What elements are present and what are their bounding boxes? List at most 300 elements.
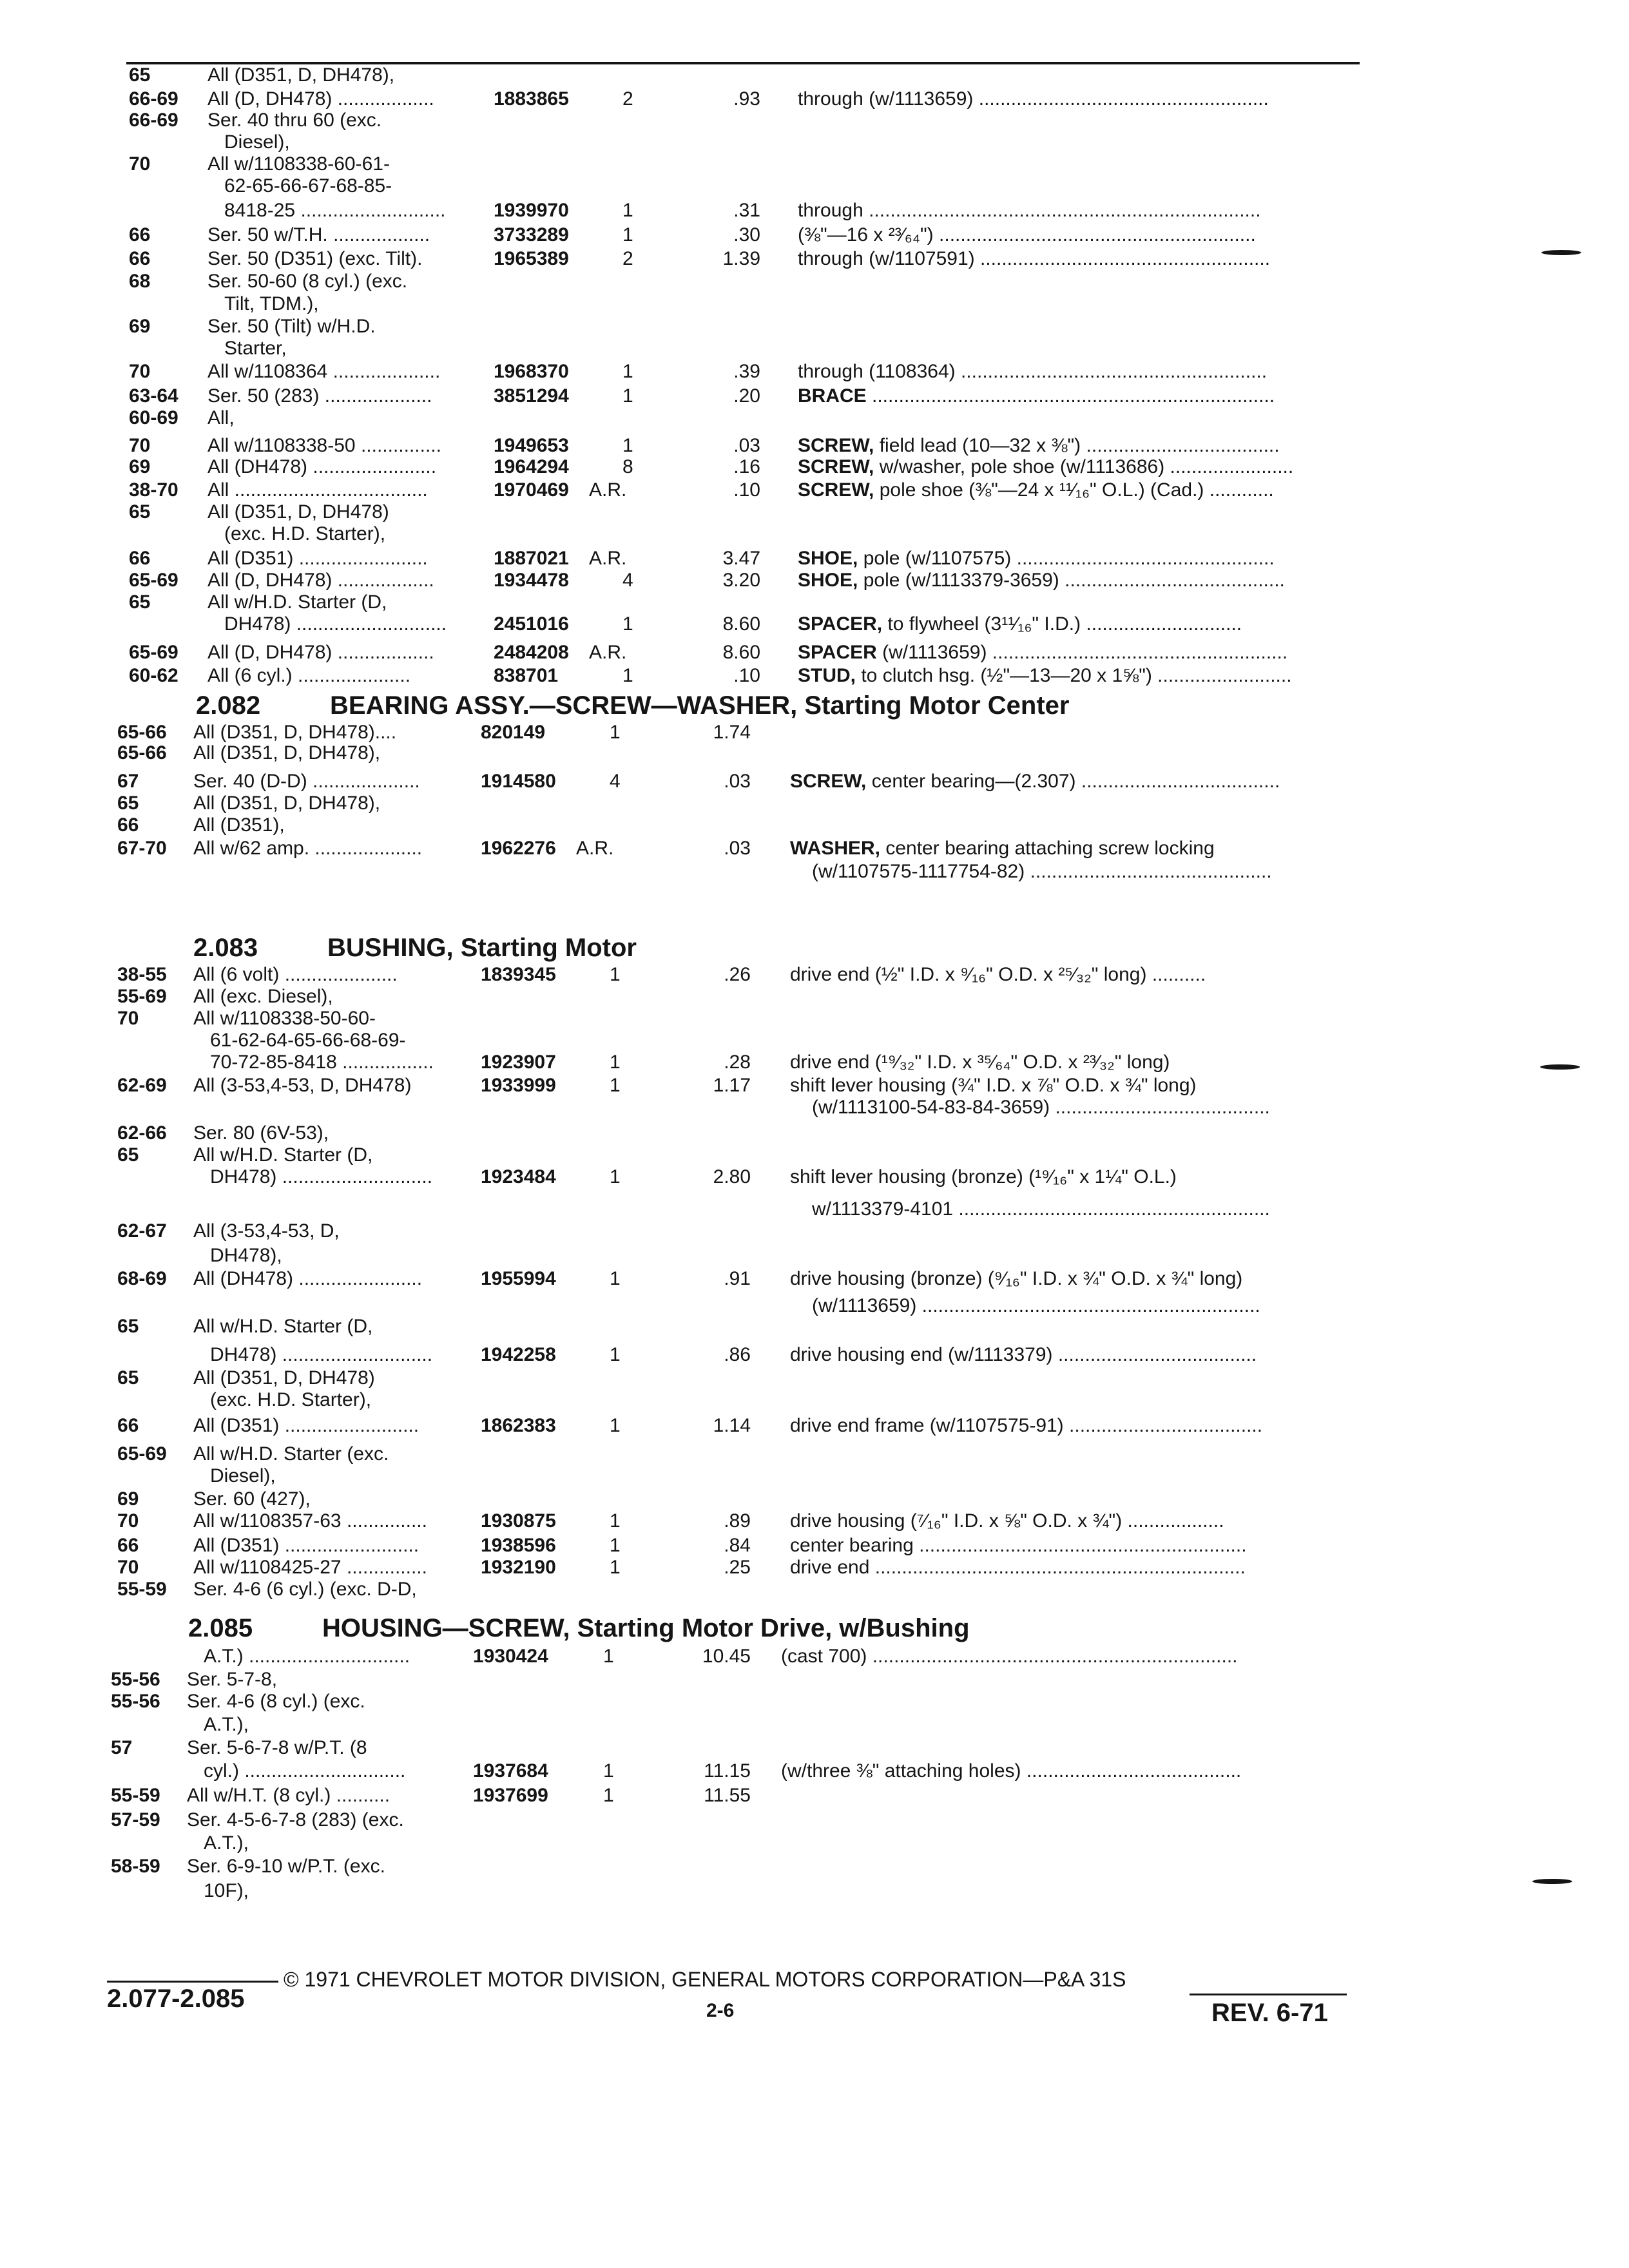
application-description: All (DH478) .......................	[193, 1268, 423, 1289]
margin-mark	[1541, 250, 1581, 255]
model-years: 55-56	[111, 1691, 160, 1712]
model-years: 65	[117, 1316, 139, 1337]
quantity: 2	[622, 88, 633, 110]
part-description: STUD, to clutch hsg. (½"—13—20 x 1⅝") .........................	[798, 665, 1292, 686]
quantity: A.R.	[589, 548, 627, 569]
leader-dots: ....................................................................	[867, 1646, 1238, 1667]
leader-dots: ..............................	[243, 1646, 410, 1667]
application-description: All w/1108338-50-60-	[193, 1008, 376, 1029]
quantity: 1	[610, 1557, 621, 1578]
leader-dots: ...........................	[295, 200, 446, 221]
part-description	[798, 385, 1275, 407]
part-description: drive housing end (w/1113379) .....................................	[790, 1344, 1257, 1365]
list-price: 1.14	[713, 1415, 751, 1436]
quantity: 1	[622, 613, 633, 635]
leader-dots: .........................................................................	[863, 200, 1261, 221]
list-price: 3.47	[722, 548, 760, 569]
part-name: WASHER,	[790, 838, 881, 859]
model-years: 38-55	[117, 964, 167, 985]
part-number: 1939970	[494, 200, 569, 221]
application-description: DH478) ............................	[210, 1344, 433, 1365]
application-description: All ....................................	[207, 479, 428, 501]
part-description: drive housing (⁷⁄₁₆" I.D. x ⅝" O.D. x ¾") ..................	[790, 1510, 1224, 1532]
application-description: Ser. 60 (427),	[193, 1488, 311, 1510]
list-price: .89	[724, 1510, 751, 1532]
part-description: drive end (¹⁹⁄₃₂" I.D. x ³⁵⁄₆₄" O.D. x ²³⁄₃₂" long)	[790, 1052, 1170, 1073]
application-description: Starter,	[224, 338, 287, 359]
model-years: 70	[117, 1510, 139, 1532]
model-years: 57	[111, 1737, 133, 1758]
part-number: 1923484	[481, 1166, 556, 1187]
application-description: All (exc. Diesel),	[193, 986, 333, 1007]
model-years: 66	[117, 1535, 139, 1556]
part-number: 1968370	[494, 361, 569, 382]
list-price: .84	[724, 1535, 751, 1556]
part-name: SCREW,	[798, 435, 874, 456]
list-price: .03	[724, 838, 751, 859]
part-description: through .........................................................................	[798, 200, 1261, 221]
leader-dots: ..................	[332, 88, 434, 110]
model-years: 55-59	[111, 1785, 160, 1806]
model-years: 65	[117, 1367, 139, 1389]
application-description: Ser. 40 (D-D) ....................	[193, 771, 420, 792]
model-years: 55-56	[111, 1669, 160, 1690]
leader-dots: ..........	[331, 1785, 390, 1806]
application-description: Ser. 50 w/T.H. ..................	[207, 224, 430, 245]
part-description: SCREW, field lead (10—32 x ⅜") ....................................	[798, 435, 1280, 456]
part-name: SCREW,	[790, 771, 867, 792]
part-number: 1938596	[481, 1535, 556, 1556]
part-name: SPACER	[798, 642, 877, 663]
quantity: A.R.	[589, 642, 627, 663]
model-years: 55-69	[117, 986, 167, 1007]
part-number: 1932190	[481, 1557, 556, 1578]
leader-dots: ......................................................	[973, 88, 1269, 110]
model-years: 67	[117, 771, 139, 792]
footer-copyright: © 1971 CHEVROLET MOTOR DIVISION, GENERAL MOTORS CORPORATION—P&A 31S	[284, 1968, 1126, 1991]
application-description: All w/1108338-60-61-	[207, 153, 390, 175]
application-description: All w/1108357-63 ...............	[193, 1510, 427, 1532]
model-years: 65-69	[117, 1443, 167, 1465]
leader-dots: .........................................................	[955, 361, 1268, 382]
list-price: 3.20	[722, 570, 760, 591]
model-years: 66-69	[129, 110, 178, 131]
quantity: 1	[610, 964, 621, 985]
list-price: .20	[733, 385, 760, 407]
part-description: drive end .....................................................................	[790, 1557, 1246, 1578]
part-description: SHOE, pole (w/1113379-3659) .........................................	[798, 570, 1285, 591]
model-years: 69	[117, 1488, 139, 1510]
application-description: 61-62-64-65-66-68-69-	[210, 1030, 406, 1051]
application-description: Ser. 40 thru 60 (exc.	[207, 110, 382, 131]
quantity: 4	[610, 771, 621, 792]
application-description: All (D351, D, DH478)	[193, 1367, 375, 1389]
part-number: 1914580	[481, 771, 556, 792]
leader-dots: .......................	[293, 1268, 423, 1289]
part-number: 1955994	[481, 1268, 556, 1289]
application-description: Ser. 50 (Tilt) w/H.D.	[207, 316, 376, 337]
quantity: 1	[610, 1510, 621, 1532]
model-years: 60-62	[129, 665, 178, 686]
leader-dots: ....................	[307, 771, 420, 792]
model-years: 66	[129, 548, 151, 569]
part-number: 1970469	[494, 479, 569, 501]
part-number: 1923907	[481, 1052, 556, 1073]
application-description: A.T.),	[204, 1714, 249, 1735]
list-price: 1.74	[713, 722, 751, 743]
model-years: 65	[129, 591, 151, 613]
model-years: 69	[129, 456, 151, 477]
list-price: .31	[733, 200, 760, 221]
list-price: 10.45	[702, 1646, 751, 1667]
model-years: 70	[129, 435, 151, 456]
list-price: .39	[733, 361, 760, 382]
quantity: 1	[603, 1646, 614, 1667]
model-years: 58-59	[111, 1856, 160, 1877]
part-description: (w/three ⅜" attaching holes) ........................................	[781, 1760, 1242, 1782]
leader-dots: ......................................................	[974, 248, 1271, 269]
application-description: (exc. H.D. Starter),	[210, 1389, 372, 1410]
application-description: All w/62 amp. ....................	[193, 838, 423, 859]
leader-dots: ...............	[341, 1557, 427, 1578]
list-price: 2.80	[713, 1166, 751, 1187]
model-years: 67-70	[117, 838, 167, 859]
part-number: 3733289	[494, 224, 569, 245]
application-description: Ser. 5-6-7-8 w/P.T. (8	[187, 1737, 367, 1758]
quantity: 1	[622, 224, 633, 245]
application-description: A.T.) ..............................	[204, 1646, 410, 1667]
model-years: 63-64	[129, 385, 178, 407]
application-description: Ser. 5-7-8,	[187, 1669, 278, 1690]
quantity: 1	[622, 385, 633, 407]
quantity: 1	[622, 361, 633, 382]
list-price: .30	[733, 224, 760, 245]
part-number: 1962276	[481, 838, 556, 859]
model-years: 65-66	[117, 722, 167, 743]
list-price: 1.39	[722, 248, 760, 269]
application-description: DH478) ............................	[224, 613, 447, 635]
part-description: drive end (½" I.D. x ⁹⁄₁₆" O.D. x ²⁵⁄₃₂" long) ..........	[790, 964, 1206, 985]
leader-dots: ........................................	[1021, 1760, 1242, 1782]
model-years: 62-69	[117, 1075, 167, 1096]
part-description: through (w/1113659) ......................................................	[798, 88, 1269, 110]
part-number: 1965389	[494, 248, 569, 269]
part-name: SCREW,	[798, 479, 874, 501]
application-description: All w/H.D. Starter (D,	[207, 591, 387, 613]
application-description: DH478),	[210, 1245, 282, 1266]
model-years: 38-70	[129, 479, 178, 501]
quantity: 1	[610, 1268, 621, 1289]
application-description: A.T.),	[204, 1832, 249, 1854]
application-description: All (6 cyl.) .....................	[207, 665, 411, 686]
part-number: 1930424	[473, 1646, 548, 1667]
part-name: SPACER,	[798, 613, 883, 635]
model-years: 69	[129, 316, 151, 337]
quantity: 1	[622, 665, 633, 686]
application-description: (exc. H.D. Starter),	[224, 523, 386, 544]
leader-dots: .........................	[279, 1415, 419, 1436]
footer-rule-left	[107, 1981, 278, 1983]
section-code: 2.082	[196, 691, 261, 720]
application-description: All (D351, D, DH478),	[193, 742, 381, 764]
leader-dots: .............................	[1081, 613, 1242, 635]
quantity: 1	[610, 1344, 621, 1365]
quantity: A.R.	[589, 479, 627, 501]
application-description: 62-65-66-67-68-85-	[224, 175, 392, 197]
application-description: Diesel),	[224, 131, 290, 153]
part-number: 1937699	[473, 1785, 548, 1806]
quantity: 8	[622, 456, 633, 477]
part-description: (cast 700) ....................................................................	[781, 1646, 1238, 1667]
leader-dots: ....................	[319, 385, 432, 407]
application-description: All (DH478) .......................	[207, 456, 437, 477]
margin-mark	[1540, 1064, 1580, 1070]
application-description: Ser. 4-6 (8 cyl.) (exc.	[187, 1691, 365, 1712]
footer-range: 2.077-2.085	[107, 1984, 245, 2013]
part-number: 1887021	[494, 548, 569, 569]
leader-dots: ...............	[341, 1510, 427, 1532]
application-description: All (D351, D, DH478),	[193, 793, 381, 814]
model-years: 60-69	[129, 407, 178, 428]
part-number: 1839345	[481, 964, 556, 985]
list-price: .93	[733, 88, 760, 110]
part-description: SCREW, w/washer, pole shoe (w/1113686) .......................	[798, 456, 1294, 477]
leader-dots: ...........................................................................	[866, 385, 1275, 407]
application-description: All (6 volt) .....................	[193, 964, 398, 985]
part-description: through (1108364) .........................................................	[798, 361, 1268, 382]
section-code: 2.083	[193, 934, 258, 962]
application-description: Ser. 4-5-6-7-8 (283) (exc.	[187, 1809, 404, 1831]
part-number: 2484208	[494, 642, 569, 663]
application-description: 10F),	[204, 1880, 249, 1901]
part-description: center bearing .............................................................	[790, 1535, 1247, 1556]
model-years: 68-69	[117, 1268, 167, 1289]
part-number: 1937684	[473, 1760, 548, 1782]
part-name: SHOE,	[798, 570, 858, 591]
part-description: w/1113379-4101 ..........................................................	[812, 1198, 1270, 1220]
leader-dots: ..................	[1122, 1510, 1224, 1532]
leader-dots: .....................................	[1052, 1344, 1257, 1365]
part-description: shift lever housing (bronze) (¹⁹⁄₁₆" x 1¼" O.L.)	[790, 1166, 1177, 1187]
model-years: 70	[117, 1557, 139, 1578]
leader-dots: ............................	[276, 1166, 433, 1187]
application-description: All (D351),	[193, 814, 285, 836]
leader-dots: ....................................	[1081, 435, 1280, 456]
part-description: drive end frame (w/1107575-91) ....................................	[790, 1415, 1263, 1436]
leader-dots: .....................................	[1075, 771, 1280, 792]
application-description: All,	[207, 407, 235, 428]
leader-dots: .............................................................	[913, 1535, 1247, 1556]
leader-dots: ...............................................................	[916, 1295, 1260, 1316]
application-description: Ser. 4-6 (6 cyl.) (exc. D-D,	[193, 1579, 417, 1600]
list-price: .10	[733, 479, 760, 501]
leader-dots: ........................................	[1050, 1097, 1270, 1118]
part-name: SHOE,	[798, 548, 858, 569]
leader-dots: ................................................	[1011, 548, 1275, 569]
leader-dots: .....................	[279, 964, 398, 985]
application-description: All w/H.T. (8 cyl.) ..........	[187, 1785, 390, 1806]
application-description: All w/H.D. Starter (D,	[193, 1144, 373, 1166]
model-years: 65	[117, 1144, 139, 1166]
leader-dots: ...............	[355, 435, 441, 456]
part-name: STUD,	[798, 665, 856, 686]
model-years: 62-66	[117, 1122, 167, 1144]
application-description: All w/H.D. Starter (D,	[193, 1316, 373, 1337]
leader-dots: .....................	[292, 665, 411, 686]
leader-dots: ....................	[309, 838, 423, 859]
application-description: All (3-53,4-53, D, DH478)	[193, 1075, 412, 1096]
part-number: 1862383	[481, 1415, 556, 1436]
list-price: 11.15	[704, 1760, 751, 1782]
part-description: SPACER (w/1113659) .......................................................	[798, 642, 1288, 663]
leader-dots: ....................................	[229, 479, 428, 501]
application-description: All (D351, D, DH478),	[207, 64, 395, 86]
part-number: 1942258	[481, 1344, 556, 1365]
part-description: SCREW, pole shoe (⅜"—24 x ¹¹⁄₁₆" O.L.) (Cad.) ............	[798, 479, 1274, 501]
leader-dots: ....................	[327, 361, 441, 382]
footer-revision: REV. 6-71	[1211, 1999, 1328, 2027]
quantity: 1	[610, 722, 621, 743]
model-years: 66	[129, 224, 151, 245]
section-title: BEARING ASSY.—SCREW—WASHER, Starting Motor Center	[330, 691, 1070, 720]
quantity: 1	[603, 1760, 614, 1782]
list-price: .03	[724, 771, 751, 792]
leader-dots: .....................................................................	[869, 1557, 1246, 1578]
list-price: .28	[724, 1052, 751, 1073]
application-description: All (D351, D, DH478)....	[193, 722, 397, 743]
leader-dots: ............	[1204, 479, 1274, 501]
application-description: All w/1108364 ....................	[207, 361, 441, 382]
application-description: All (D351, D, DH478)	[207, 501, 389, 523]
model-years: 65	[129, 501, 151, 523]
part-description: drive housing (bronze) (⁹⁄₁₆" I.D. x ¾" O.D. x ¾" long)	[790, 1268, 1243, 1289]
leader-dots: .......................	[1164, 456, 1294, 477]
leader-dots: ..................	[327, 224, 430, 245]
part-description: through (w/1107591) ......................................................	[798, 248, 1271, 269]
quantity: 4	[622, 570, 633, 591]
quantity: A.R.	[576, 838, 614, 859]
part-description: shift lever housing (¾" I.D. x ⅞" O.D. x ¾" long)	[790, 1075, 1197, 1096]
quantity: 1	[622, 435, 633, 456]
model-years: 70	[129, 153, 151, 175]
quantity: 1	[610, 1166, 621, 1187]
application-description: Ser. 50 (D351) (exc. Tilt).	[207, 248, 423, 269]
part-number: 2451016	[494, 613, 569, 635]
model-years: 66-69	[129, 88, 178, 110]
model-years: 66	[117, 1415, 139, 1436]
section-code: 2.085	[188, 1614, 253, 1642]
model-years: 66	[129, 248, 151, 269]
leader-dots: ..................	[332, 570, 434, 591]
quantity: 2	[622, 248, 633, 269]
leader-dots: .........................	[1152, 665, 1292, 686]
model-years: 65	[117, 793, 139, 814]
part-description: WASHER, center bearing attaching screw locking	[790, 838, 1215, 859]
list-price: 1.17	[713, 1075, 751, 1096]
application-description: Ser. 6-9-10 w/P.T. (exc.	[187, 1856, 385, 1877]
list-price: 8.60	[722, 613, 760, 635]
application-description: DH478) ............................	[210, 1166, 433, 1187]
part-name: BRACE	[798, 385, 867, 407]
leader-dots: ............................	[276, 1344, 433, 1365]
quantity: 1	[610, 1052, 621, 1073]
leader-dots: .........................	[279, 1535, 419, 1556]
model-years: 65-69	[129, 642, 178, 663]
application-description: All w/H.D. Starter (exc.	[193, 1443, 389, 1465]
part-number: 1949653	[494, 435, 569, 456]
part-name: SCREW,	[798, 456, 874, 477]
part-description: SCREW, center bearing—(2.307) .....................................	[790, 771, 1280, 792]
part-description: (w/1107575-1117754-82) .............................................	[812, 861, 1272, 882]
list-price: .86	[724, 1344, 751, 1365]
application-description: All w/1108338-50 ...............	[207, 435, 441, 456]
application-description: All (D, DH478) ..................	[207, 642, 434, 663]
model-years: 55-59	[117, 1579, 167, 1600]
model-years: 62-67	[117, 1220, 167, 1242]
leader-dots: .......................................................	[987, 642, 1288, 663]
part-number: 1964294	[494, 456, 569, 477]
part-number: 1934478	[494, 570, 569, 591]
application-description: Tilt, TDM.),	[224, 293, 319, 314]
quantity: 1	[610, 1415, 621, 1436]
section-title: HOUSING—SCREW, Starting Motor Drive, w/Bushing	[322, 1614, 970, 1642]
list-price: .16	[733, 456, 760, 477]
leader-dots: ............................	[291, 613, 447, 635]
leader-dots: .......................	[307, 456, 437, 477]
footer-rule-right	[1190, 1994, 1347, 1995]
application-description: Ser. 50-60 (8 cyl.) (exc.	[207, 271, 408, 292]
model-years: 65-66	[117, 742, 167, 764]
application-description: Ser. 80 (6V-53),	[193, 1122, 329, 1144]
part-description: (⅜"—16 x ²³⁄₆₄") ...........................................................	[798, 224, 1256, 245]
part-number: 838701	[494, 665, 559, 686]
application-description: All w/1108425-27 ...............	[193, 1557, 427, 1578]
quantity: 1	[622, 200, 633, 221]
list-price: 11.55	[704, 1785, 751, 1806]
footer-page-number: 2-6	[706, 2000, 735, 2021]
application-description: All (D351) .........................	[193, 1415, 419, 1436]
part-number: 3851294	[494, 385, 569, 407]
part-description: (w/1113659) ...............................................................	[812, 1295, 1260, 1316]
leader-dots: ..............................	[239, 1760, 406, 1782]
part-number: 820149	[481, 722, 546, 743]
application-description: All (D351) ........................	[207, 548, 428, 569]
model-years: 70	[117, 1008, 139, 1029]
application-description: All (D, DH478) ..................	[207, 88, 434, 110]
list-price: .03	[733, 435, 760, 456]
part-description: SPACER, to flywheel (3¹¹⁄₁₆" I.D.) .............................	[798, 613, 1242, 635]
list-price: .25	[724, 1557, 751, 1578]
application-description: Diesel),	[210, 1465, 276, 1486]
list-price: .26	[724, 964, 751, 985]
model-years: 70	[129, 361, 151, 382]
leader-dots: ...........................................................	[933, 224, 1256, 245]
quantity: 1	[610, 1535, 621, 1556]
application-description: All (D, DH478) ..................	[207, 570, 434, 591]
margin-mark	[1532, 1879, 1572, 1884]
model-years: 68	[129, 271, 151, 292]
leader-dots: ..........................................................	[953, 1198, 1270, 1220]
list-price: .10	[733, 665, 760, 686]
leader-dots: ........................	[293, 548, 428, 569]
quantity: 1	[603, 1785, 614, 1806]
list-price: .91	[724, 1268, 751, 1289]
part-number: 1883865	[494, 88, 569, 110]
application-description: 70-72-85-8418 .................	[210, 1052, 434, 1073]
model-years: 65-69	[129, 570, 178, 591]
model-years: 57-59	[111, 1809, 160, 1831]
model-years: 65	[129, 64, 151, 86]
